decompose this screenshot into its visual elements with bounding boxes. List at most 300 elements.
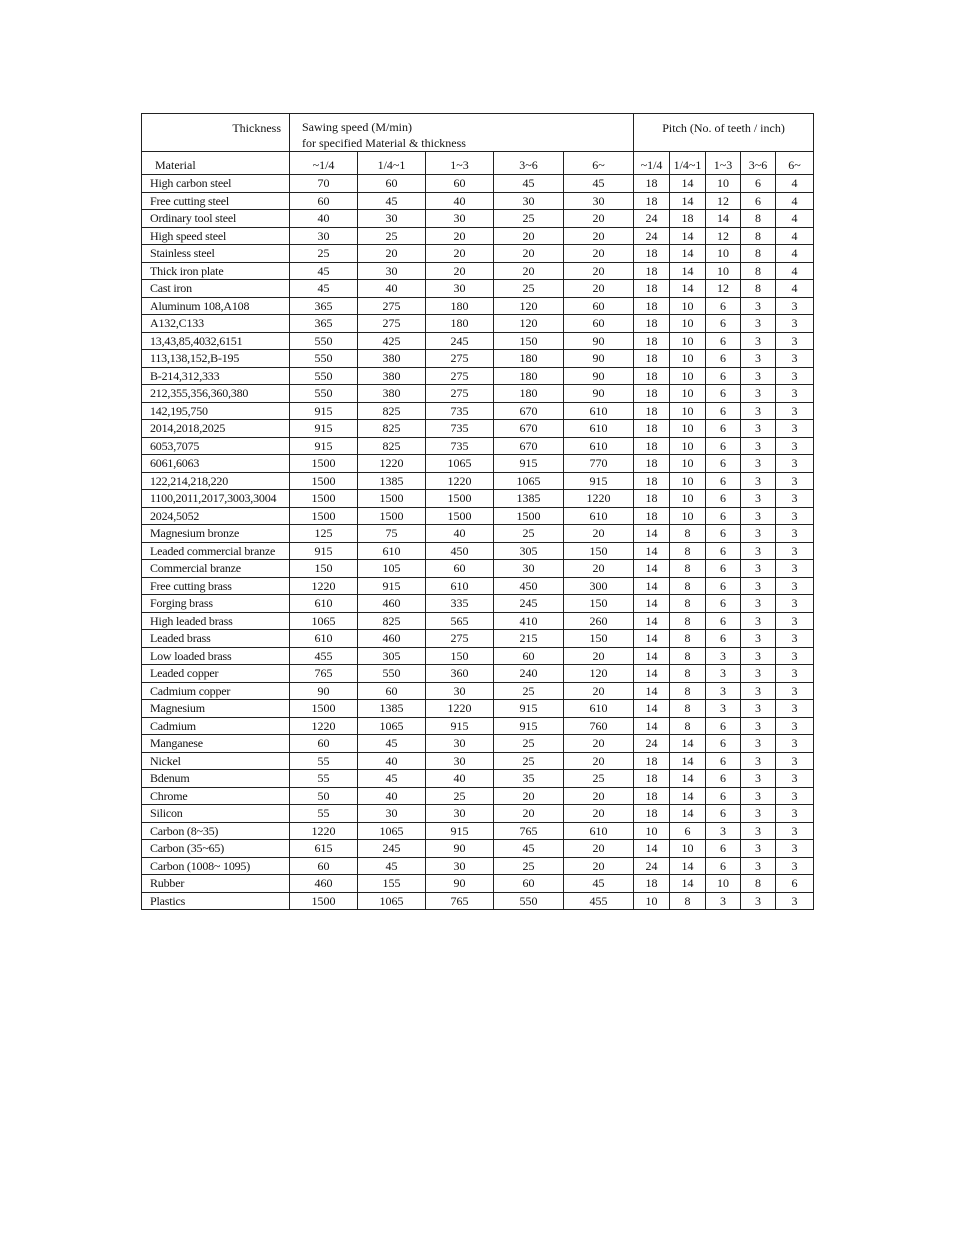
speed-cell: 765 [494, 822, 564, 840]
pitch-cell: 3 [741, 752, 776, 770]
material-cell: 6053,7075 [142, 437, 290, 455]
speed-cell: 45 [358, 735, 426, 753]
speed-cell: 915 [358, 577, 426, 595]
pitch-cell: 8 [670, 665, 706, 683]
pitch-cell: 24 [634, 227, 670, 245]
pitch-range-header: 1~3 [706, 152, 741, 175]
pitch-cell: 3 [741, 350, 776, 368]
pitch-cell: 6 [706, 332, 741, 350]
speed-cell: 365 [290, 315, 358, 333]
speed-cell: 460 [358, 595, 426, 613]
speed-cell: 550 [290, 350, 358, 368]
pitch-cell: 14 [670, 175, 706, 193]
speed-cell: 1500 [290, 455, 358, 473]
speed-cell: 180 [494, 350, 564, 368]
pitch-cell: 10 [634, 822, 670, 840]
speed-cell: 735 [426, 420, 494, 438]
pitch-cell: 3 [741, 612, 776, 630]
pitch-cell: 6 [776, 875, 814, 893]
pitch-cell: 6 [706, 630, 741, 648]
pitch-cell: 3 [776, 857, 814, 875]
pitch-cell: 18 [634, 472, 670, 490]
material-cell: Leaded brass [142, 630, 290, 648]
table-row [142, 805, 814, 823]
pitch-cell: 14 [634, 665, 670, 683]
speed-cell: 275 [426, 385, 494, 403]
speed-cell: 25 [494, 857, 564, 875]
speed-cell: 20 [494, 245, 564, 263]
pitch-cell: 3 [706, 647, 741, 665]
speed-cell: 60 [494, 647, 564, 665]
pitch-cell: 18 [634, 787, 670, 805]
material-cell: Carbon (8~35) [142, 822, 290, 840]
pitch-cell: 6 [706, 315, 741, 333]
material-cell: 2014,2018,2025 [142, 420, 290, 438]
speed-cell: 180 [426, 315, 494, 333]
pitch-cell: 18 [634, 175, 670, 193]
pitch-cell: 14 [670, 787, 706, 805]
pitch-range-header: 3~6 [741, 152, 776, 175]
speed-cell: 610 [358, 542, 426, 560]
material-cell: Ordinary tool steel [142, 210, 290, 228]
speed-cell: 670 [494, 437, 564, 455]
speed-cell: 90 [564, 385, 634, 403]
material-cell: Cast iron [142, 280, 290, 298]
pitch-cell: 3 [741, 822, 776, 840]
speed-cell: 610 [564, 420, 634, 438]
speed-cell: 1500 [290, 507, 358, 525]
speed-cell: 90 [426, 840, 494, 858]
material-cell: High leaded brass [142, 612, 290, 630]
speed-cell: 610 [290, 630, 358, 648]
pitch-cell: 6 [706, 297, 741, 315]
speed-cell: 20 [564, 245, 634, 263]
pitch-header: Pitch (No. of teeth / inch) [634, 114, 814, 152]
speed-cell: 765 [290, 665, 358, 683]
speed-cell: 1220 [564, 490, 634, 508]
pitch-cell: 3 [741, 840, 776, 858]
pitch-cell: 6 [706, 402, 741, 420]
pitch-cell: 6 [706, 367, 741, 385]
pitch-cell: 18 [634, 770, 670, 788]
speed-cell: 20 [564, 840, 634, 858]
speed-cell: 565 [426, 612, 494, 630]
pitch-cell: 14 [670, 752, 706, 770]
pitch-cell: 3 [741, 735, 776, 753]
pitch-cell: 18 [634, 507, 670, 525]
speed-cell: 90 [564, 367, 634, 385]
material-cell: Magnesium [142, 700, 290, 718]
speed-cell: 45 [564, 175, 634, 193]
speed-cell: 1065 [494, 472, 564, 490]
speed-cell: 30 [426, 805, 494, 823]
pitch-cell: 3 [741, 542, 776, 560]
pitch-cell: 8 [670, 525, 706, 543]
sawing-speed-title: Sawing speed (M/min) [302, 120, 412, 134]
pitch-cell: 3 [741, 455, 776, 473]
speed-cell: 450 [494, 577, 564, 595]
pitch-cell: 3 [741, 437, 776, 455]
speed-cell: 150 [564, 542, 634, 560]
table-row [142, 595, 814, 613]
pitch-cell: 3 [741, 647, 776, 665]
pitch-cell: 14 [670, 805, 706, 823]
pitch-cell: 18 [634, 385, 670, 403]
table-row [142, 752, 814, 770]
speed-cell: 460 [290, 875, 358, 893]
speed-cell: 1220 [426, 700, 494, 718]
speed-cell: 1500 [426, 490, 494, 508]
material-cell: Carbon (1008~ 1095) [142, 857, 290, 875]
material-cell: Low loaded brass [142, 647, 290, 665]
speed-cell: 275 [426, 630, 494, 648]
pitch-cell: 6 [706, 560, 741, 578]
pitch-cell: 8 [741, 262, 776, 280]
pitch-cell: 4 [776, 245, 814, 263]
speed-cell: 915 [290, 437, 358, 455]
pitch-cell: 10 [706, 262, 741, 280]
pitch-cell: 18 [634, 805, 670, 823]
pitch-cell: 3 [741, 682, 776, 700]
speed-cell: 60 [564, 315, 634, 333]
table-row [142, 647, 814, 665]
pitch-cell: 14 [634, 630, 670, 648]
speed-cell: 1500 [358, 507, 426, 525]
speed-cell: 825 [358, 420, 426, 438]
pitch-cell: 3 [741, 402, 776, 420]
speed-cell: 1500 [358, 490, 426, 508]
speed-cell: 550 [358, 665, 426, 683]
pitch-cell: 4 [776, 280, 814, 298]
pitch-cell: 3 [741, 577, 776, 595]
table-row [142, 892, 814, 910]
pitch-cell: 6 [706, 455, 741, 473]
pitch-cell: 24 [634, 210, 670, 228]
speed-cell: 1065 [358, 892, 426, 910]
speed-cell: 1500 [426, 507, 494, 525]
speed-cell: 45 [494, 175, 564, 193]
pitch-cell: 3 [741, 857, 776, 875]
speed-cell: 915 [426, 717, 494, 735]
speed-cell: 1065 [358, 822, 426, 840]
speed-cell: 60 [426, 175, 494, 193]
speed-cell: 615 [290, 840, 358, 858]
speed-cell: 30 [426, 857, 494, 875]
speed-cell: 215 [494, 630, 564, 648]
speed-cell: 30 [494, 560, 564, 578]
speed-cell: 305 [358, 647, 426, 665]
material-cell: 6061,6063 [142, 455, 290, 473]
speed-cell: 90 [564, 332, 634, 350]
pitch-cell: 3 [776, 332, 814, 350]
pitch-cell: 10 [670, 402, 706, 420]
speed-range-header: 1~3 [426, 152, 494, 175]
speed-cell: 50 [290, 787, 358, 805]
material-cell: Bdenum [142, 770, 290, 788]
pitch-cell: 3 [776, 350, 814, 368]
pitch-cell: 10 [670, 385, 706, 403]
speed-cell: 30 [426, 735, 494, 753]
pitch-cell: 3 [776, 787, 814, 805]
speed-cell: 20 [358, 245, 426, 263]
speed-cell: 25 [494, 735, 564, 753]
material-cell: 1100,2011,2017,3003,3004 [142, 490, 290, 508]
speed-cell: 60 [426, 560, 494, 578]
speed-cell: 825 [358, 402, 426, 420]
pitch-cell: 3 [741, 787, 776, 805]
speed-cell: 770 [564, 455, 634, 473]
speed-cell: 245 [426, 332, 494, 350]
pitch-cell: 3 [776, 735, 814, 753]
pitch-cell: 14 [634, 840, 670, 858]
speed-cell: 45 [494, 840, 564, 858]
pitch-cell: 3 [776, 315, 814, 333]
speed-cell: 610 [564, 402, 634, 420]
pitch-cell: 6 [706, 717, 741, 735]
speed-cell: 40 [290, 210, 358, 228]
table-row [142, 717, 814, 735]
pitch-cell: 3 [776, 770, 814, 788]
table-row [142, 857, 814, 875]
speed-cell: 45 [290, 280, 358, 298]
pitch-cell: 3 [776, 892, 814, 910]
pitch-cell: 10 [706, 875, 741, 893]
material-cell: Free cutting brass [142, 577, 290, 595]
speed-cell: 1220 [426, 472, 494, 490]
pitch-cell: 8 [670, 612, 706, 630]
speed-cell: 60 [494, 875, 564, 893]
pitch-cell: 3 [706, 822, 741, 840]
speed-cell: 20 [564, 525, 634, 543]
header-row-2 [142, 152, 814, 175]
pitch-cell: 14 [706, 210, 741, 228]
pitch-cell: 3 [776, 665, 814, 683]
speed-cell: 45 [358, 192, 426, 210]
pitch-cell: 4 [776, 192, 814, 210]
pitch-cell: 18 [634, 752, 670, 770]
table-row [142, 437, 814, 455]
pitch-cell: 18 [634, 420, 670, 438]
speed-cell: 25 [358, 227, 426, 245]
material-cell: 142,195,750 [142, 402, 290, 420]
speed-cell: 40 [426, 770, 494, 788]
speed-cell: 20 [564, 735, 634, 753]
pitch-cell: 10 [670, 840, 706, 858]
pitch-cell: 4 [776, 262, 814, 280]
speed-cell: 1500 [290, 892, 358, 910]
pitch-cell: 10 [670, 437, 706, 455]
pitch-cell: 3 [776, 507, 814, 525]
pitch-cell: 18 [634, 490, 670, 508]
speed-cell: 305 [494, 542, 564, 560]
speed-cell: 550 [494, 892, 564, 910]
speed-cell: 25 [426, 787, 494, 805]
table-row [142, 420, 814, 438]
material-header: Material [142, 152, 290, 175]
speed-cell: 40 [358, 280, 426, 298]
material-cell: B-214,312,333 [142, 367, 290, 385]
pitch-cell: 6 [706, 525, 741, 543]
speed-cell: 20 [564, 262, 634, 280]
pitch-cell: 8 [670, 717, 706, 735]
table-body [142, 175, 814, 910]
table-row [142, 332, 814, 350]
speed-cell: 915 [290, 402, 358, 420]
speed-cell: 25 [564, 770, 634, 788]
pitch-cell: 3 [741, 507, 776, 525]
table-row [142, 367, 814, 385]
table-row [142, 560, 814, 578]
table-row [142, 612, 814, 630]
speed-cell: 670 [494, 420, 564, 438]
speed-cell: 150 [290, 560, 358, 578]
speed-cell: 20 [564, 857, 634, 875]
pitch-cell: 3 [776, 717, 814, 735]
speed-cell: 425 [358, 332, 426, 350]
table-row [142, 175, 814, 193]
table-row [142, 490, 814, 508]
pitch-cell: 3 [741, 805, 776, 823]
pitch-range-header: 6~ [776, 152, 814, 175]
pitch-cell: 6 [706, 752, 741, 770]
speed-cell: 335 [426, 595, 494, 613]
speed-cell: 670 [494, 402, 564, 420]
pitch-cell: 3 [706, 892, 741, 910]
speed-cell: 20 [564, 560, 634, 578]
speed-cell: 90 [426, 875, 494, 893]
material-cell: A132,C133 [142, 315, 290, 333]
speed-cell: 825 [358, 612, 426, 630]
pitch-cell: 18 [634, 875, 670, 893]
speed-cell: 20 [564, 280, 634, 298]
speed-cell: 20 [426, 227, 494, 245]
speed-cell: 1220 [290, 822, 358, 840]
material-cell: High speed steel [142, 227, 290, 245]
pitch-cell: 10 [706, 245, 741, 263]
material-cell: Magnesium bronze [142, 525, 290, 543]
speed-cell: 25 [494, 280, 564, 298]
speed-cell: 460 [358, 630, 426, 648]
pitch-cell: 8 [670, 595, 706, 613]
speed-cell: 610 [564, 700, 634, 718]
speed-cell: 30 [426, 752, 494, 770]
pitch-cell: 18 [634, 350, 670, 368]
table-row [142, 245, 814, 263]
material-cell: Manganese [142, 735, 290, 753]
speed-cell: 30 [358, 805, 426, 823]
speed-cell: 40 [426, 525, 494, 543]
speed-cell: 155 [358, 875, 426, 893]
pitch-cell: 10 [634, 892, 670, 910]
speed-cell: 365 [290, 297, 358, 315]
table-row [142, 630, 814, 648]
speed-cell: 45 [564, 875, 634, 893]
speed-cell: 60 [358, 682, 426, 700]
speed-cell: 25 [290, 245, 358, 263]
pitch-cell: 14 [670, 262, 706, 280]
speed-cell: 55 [290, 770, 358, 788]
speed-cell: 20 [564, 227, 634, 245]
speed-cell: 60 [290, 192, 358, 210]
speed-cell: 825 [358, 437, 426, 455]
pitch-cell: 6 [706, 805, 741, 823]
pitch-cell: 3 [706, 700, 741, 718]
speed-cell: 610 [290, 595, 358, 613]
table-row [142, 875, 814, 893]
material-cell: Commercial branze [142, 560, 290, 578]
pitch-cell: 14 [634, 682, 670, 700]
speed-cell: 25 [494, 210, 564, 228]
speed-cell: 120 [494, 315, 564, 333]
speed-cell: 380 [358, 350, 426, 368]
speed-cell: 1065 [358, 717, 426, 735]
speed-cell: 40 [358, 787, 426, 805]
speed-cell: 610 [564, 507, 634, 525]
speed-cell: 120 [494, 297, 564, 315]
material-cell: Silicon [142, 805, 290, 823]
pitch-cell: 3 [741, 297, 776, 315]
speed-cell: 275 [426, 350, 494, 368]
table-row [142, 787, 814, 805]
table-row [142, 577, 814, 595]
speed-cell: 45 [358, 857, 426, 875]
pitch-cell: 4 [776, 227, 814, 245]
pitch-cell: 6 [741, 192, 776, 210]
speed-cell: 20 [564, 787, 634, 805]
pitch-cell: 6 [706, 735, 741, 753]
pitch-cell: 10 [670, 507, 706, 525]
speed-cell: 765 [426, 892, 494, 910]
pitch-cell: 14 [670, 227, 706, 245]
speed-cell: 25 [494, 525, 564, 543]
pitch-cell: 3 [776, 822, 814, 840]
pitch-cell: 18 [634, 192, 670, 210]
speed-cell: 20 [426, 262, 494, 280]
speed-cell: 1500 [494, 507, 564, 525]
speed-cell: 1065 [290, 612, 358, 630]
table-row [142, 700, 814, 718]
speed-cell: 60 [290, 735, 358, 753]
pitch-cell: 3 [741, 367, 776, 385]
pitch-cell: 12 [706, 192, 741, 210]
pitch-cell: 14 [634, 612, 670, 630]
speed-cell: 760 [564, 717, 634, 735]
speed-cell: 40 [426, 192, 494, 210]
speed-cell: 20 [564, 805, 634, 823]
table-row [142, 192, 814, 210]
speed-cell: 20 [564, 752, 634, 770]
pitch-cell: 18 [670, 210, 706, 228]
speed-cell: 915 [494, 455, 564, 473]
speed-cell: 30 [426, 280, 494, 298]
pitch-cell: 6 [706, 612, 741, 630]
pitch-cell: 6 [706, 385, 741, 403]
speed-cell: 360 [426, 665, 494, 683]
pitch-cell: 14 [634, 525, 670, 543]
speed-cell: 410 [494, 612, 564, 630]
material-cell: Leaded commercial branze [142, 542, 290, 560]
pitch-cell: 3 [741, 665, 776, 683]
table-row [142, 542, 814, 560]
pitch-cell: 10 [670, 472, 706, 490]
material-cell: High carbon steel [142, 175, 290, 193]
pitch-cell: 8 [670, 682, 706, 700]
table-row [142, 525, 814, 543]
table-row [142, 227, 814, 245]
pitch-cell: 24 [634, 857, 670, 875]
speed-cell: 120 [564, 665, 634, 683]
pitch-cell: 14 [634, 577, 670, 595]
